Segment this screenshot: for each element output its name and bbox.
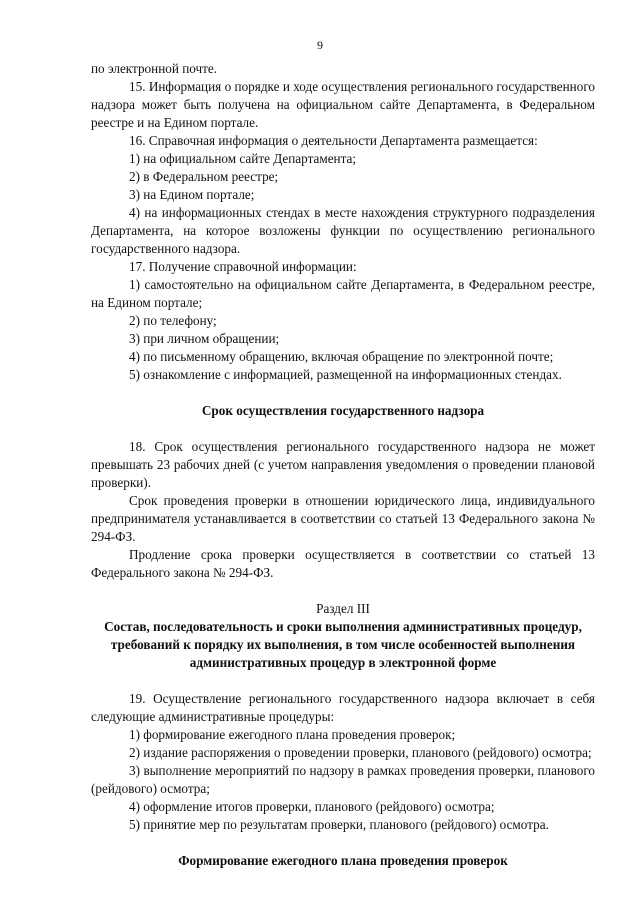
paragraph: 2) по телефону; [129,313,217,328]
paragraph: 5) ознакомление с информацией, размещенной на информационных стендах. [129,367,562,382]
paragraph: 3) при личном обращении; [129,331,280,346]
document-body [91,60,595,870]
paragraph: 15. Информация о порядке и ходе осуществления регионального государственного надзора может быть получена на официальном сайте Департамента, в Федеральном реестре и на Едином портале. [91,79,595,130]
paragraph: 4) по письменному обращению, включая обращение по электронной почте; [129,349,554,364]
paragraph: 17. Получение справочной информации: [129,259,357,274]
paragraph: Продление срока проверки осуществляется в соответствии со статьей 13 Федерального закона № 294-ФЗ. [91,547,595,580]
paragraph: 4) оформление итогов проверки, планового (рейдового) осмотра; [129,799,495,814]
info-paragraphs [91,60,595,384]
page-number: 9 [317,38,323,52]
paragraph: 4) на информационных стендах в месте нахождения структурного подразделения Департамента, на которое возложены функции по осуществлению регионального государственного надзора. [91,205,595,256]
paragraph: 16. Справочная информация о деятельности Департамента размещается: [129,133,538,148]
paragraph: 2) в Федеральном реестре; [129,169,279,184]
paragraph: 3) выполнение мероприятий по надзору в рамках проведения проверки, планового (рейдового) осмотра; [91,763,595,796]
procedure-paragraphs [91,690,595,834]
paragraph: 1) самостоятельно на официальном сайте Департамента, в Федеральном реестре, на Едином портале; [91,277,595,310]
heading-term: Срок осуществления государственного надзора [201,403,485,418]
section-title: Состав, последовательность и сроки выполнения административных процедур, требований к порядку их выполнения, в том числе особенностей выполнения административных процедур в электронной форме [104,619,582,670]
paragraph: Срок проведения проверки в отношении юридического лица, индивидуального предпринимателя устанавливается в соответствии со статьей 13 Федерального закона № 294-ФЗ. [91,493,595,544]
term-paragraphs [91,438,595,582]
paragraph: 3) на Едином портале; [129,187,255,202]
paragraph: 2) издание распоряжения о проведении проверки, планового (рейдового) осмотра; [129,745,592,760]
paragraph: 1) на официальном сайте Департамента; [129,151,357,166]
paragraph: 19. Осуществление регионального государственного надзора включает в себя следующие административные процедуры: [91,691,595,724]
paragraph: 5) принятие мер по результатам проверки, планового (рейдового) осмотра. [129,817,549,832]
paragraph: 1) формирование ежегодного плана проведения проверок; [129,727,456,742]
paragraph: 18. Срок осуществления регионального государственного надзора не может превышать 23 рабочих дней (с учетом направления уведомления о проведении плановой проверки). [91,439,595,490]
paragraph: по электронной почте. [91,61,218,76]
section-label: Раздел III [316,601,370,616]
heading-plan: Формирование ежегодного плана проведения проверок [178,853,508,868]
